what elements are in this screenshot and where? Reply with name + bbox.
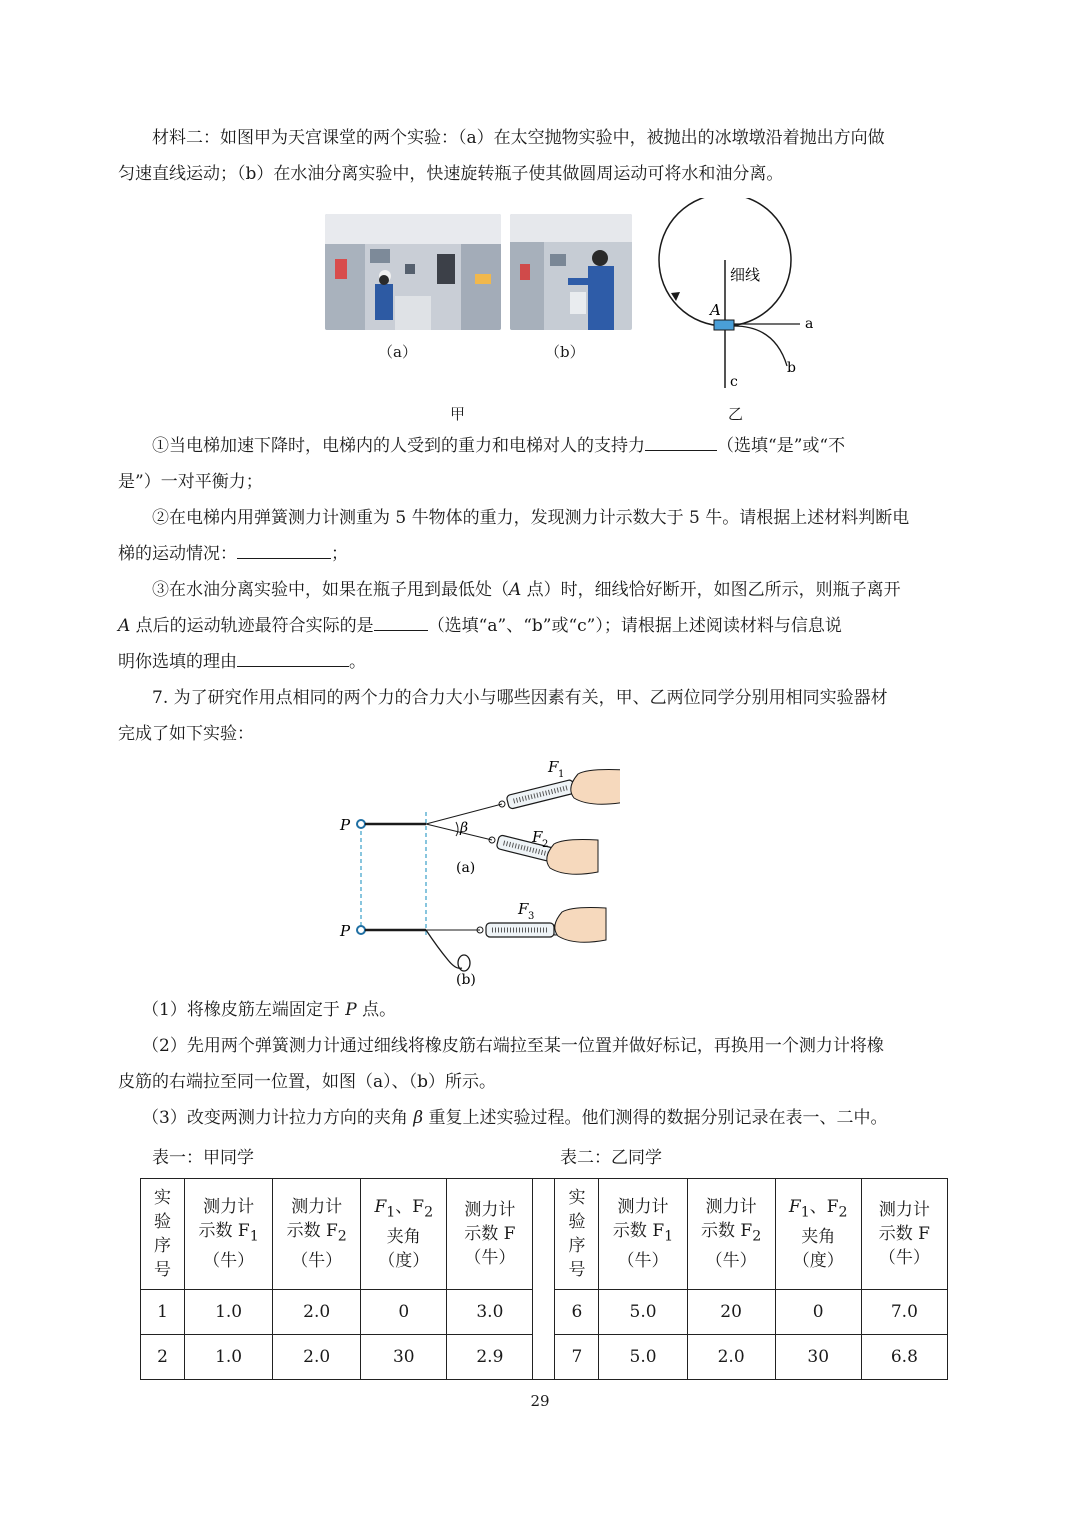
path-b-label: b: [787, 360, 796, 376]
table-1-caption: 表一：甲同学: [152, 1148, 254, 1168]
figure-jia-label: 甲: [450, 405, 466, 423]
data-table: [140, 1178, 948, 1380]
header-serial-2: 实 验 序 号: [555, 1179, 599, 1290]
t1-cell: 3.0: [447, 1290, 533, 1335]
q2-answer-blank[interactable]: [237, 540, 331, 559]
q2-text-b: ；: [331, 544, 348, 564]
q3-point-a: A: [509, 580, 522, 600]
caption-b: (b): [456, 972, 476, 988]
question-3-line-2: [118, 608, 968, 644]
t2-cell: 7: [555, 1335, 599, 1380]
q3-text-d: （选填“a”、“b”或“c”）；请根据上述阅读材料与信息说: [427, 616, 842, 636]
header-f2-1: 测力计 示数 $F_2$ （牛）: [273, 1179, 361, 1290]
question-7-line-1: 7. 为了研究作用点相同的两个力的合力大小与哪些因素有关，甲、乙两位同学分别用相同实验器材: [152, 688, 888, 708]
t2-cell: 0: [775, 1290, 861, 1335]
t1-cell: 2.0: [273, 1290, 361, 1335]
page-number: 29: [530, 1392, 550, 1410]
q3-text-a: ③在水油分离实验中，如果在瓶子甩到最低处（: [152, 580, 509, 600]
q3-text-b: 点）时，细线恰好断开，如图乙所示，则瓶子离开: [521, 580, 901, 600]
figure-jia-caption-b: （b）: [545, 343, 585, 361]
label-beta: β: [460, 820, 469, 836]
t1-cell: 1.0: [185, 1335, 273, 1380]
q3-text-c: 点后的运动轨迹最符合实际的是: [130, 616, 374, 636]
spring-scale-f3: [477, 923, 560, 937]
step-2-line-1: （2）先用两个弹簧测力计通过细线将橡皮筋右端拉至某一位置并做好标记，再换用一个测力计将橡: [142, 1036, 884, 1056]
label-f2: F: [532, 828, 543, 846]
point-a-label: A: [710, 301, 721, 319]
experiment-diagram: [330, 752, 620, 992]
label-p-top: P: [340, 816, 351, 834]
step-1-point-p: P: [345, 1000, 357, 1020]
q3-answer-blank[interactable]: [374, 612, 428, 631]
question-7-line-2: 完成了如下实验：: [118, 724, 254, 744]
angle-arc: [456, 822, 458, 836]
header-f-2: 测力计 示数 F （牛）: [861, 1179, 947, 1290]
t2-cell: 6.8: [861, 1335, 947, 1380]
circular-motion-diagram: [650, 198, 820, 398]
step-1: [118, 992, 968, 1028]
table-header-row: [141, 1179, 948, 1290]
figure-yi-label: 乙: [728, 405, 744, 423]
q2-text-a: 梯的运动情况：: [118, 544, 237, 564]
hand-f3-icon: [555, 908, 606, 943]
questions-block: [118, 428, 968, 752]
q3-text-f: 。: [349, 652, 366, 672]
step-3-beta: β: [413, 1108, 424, 1128]
step-3: [118, 1100, 968, 1136]
header-f2-2: 测力计 示数 $F_2$ （牛）: [687, 1179, 775, 1290]
thread-label: 细线: [730, 266, 761, 284]
label-f3-sub: 3: [528, 911, 535, 922]
t1-cell: 0: [361, 1290, 447, 1335]
q3-text-e: 明你选填的理由: [118, 652, 237, 672]
t2-cell: 5.0: [599, 1290, 687, 1335]
header-f1-1: 测力计 示数 $F_1$ （牛）: [185, 1179, 273, 1290]
q3-point-a-2: A: [118, 616, 131, 636]
photo-water-oil-experiment: [510, 214, 632, 330]
question-3-line-1: [118, 572, 968, 608]
q3-reason-blank[interactable]: [237, 648, 349, 667]
t1-cell: 1: [141, 1290, 185, 1335]
q1-answer-blank[interactable]: [645, 432, 717, 451]
thread-f2: [426, 824, 492, 840]
t1-cell: 2: [141, 1335, 185, 1380]
path-b-curve: [734, 326, 787, 366]
photo-space-throw-experiment: [325, 214, 501, 330]
material-line-2: 匀速直线运动；（b）在水油分离实验中，快速旋转瓶子使其做圆周运动可将水和油分离。: [118, 164, 784, 184]
caption-a: (a): [456, 860, 476, 876]
q1-text-b: （选填“是”或“不: [717, 436, 846, 456]
t2-cell: 30: [775, 1335, 861, 1380]
t2-cell: 7.0: [861, 1290, 947, 1335]
table-2-caption: 表二：乙同学: [560, 1148, 662, 1168]
bottle-block: [714, 320, 734, 330]
step-3-text-b: 重复上述实验过程。他们测得的数据分别记录在表一、二中。: [423, 1108, 888, 1128]
label-f1: F: [548, 758, 559, 776]
question-2-line-2: [118, 536, 968, 572]
step-3-text-a: （3）改变两测力计拉力方向的夹角: [142, 1108, 414, 1128]
t2-cell: 20: [687, 1290, 775, 1335]
figure-jia-caption-a: （a）: [378, 343, 417, 361]
hand-f2-icon: [547, 840, 598, 875]
question-2-line-1: ②在电梯内用弹簧测力计测重为 5 牛物体的重力，发现测力计示数大于 5 牛。请根据上述材料判断电: [152, 508, 910, 528]
label-p-bottom: P: [340, 922, 351, 940]
fixed-point-p-top: [357, 820, 365, 828]
step-1-text-b: 点。: [356, 1000, 397, 1020]
label-f2-sub: 2: [542, 839, 549, 850]
t1-cell: 1.0: [185, 1290, 273, 1335]
label-f3: F: [518, 900, 529, 918]
header-f-1: 测力计 示数 F （牛）: [447, 1179, 533, 1290]
material-line-1: 材料二：如图甲为天宫课堂的两个实验：（a）在太空抛物实验中，被抛出的冰墩墩沿着抛出方向做: [152, 128, 885, 148]
steps-block: [118, 992, 968, 1136]
t1-cell: 2.0: [273, 1335, 361, 1380]
header-angle-2: $F_1$、$F_2$ 夹角 （度）: [775, 1179, 861, 1290]
table-divider: [533, 1179, 555, 1380]
hand-f1-icon: [571, 770, 620, 805]
path-a-label: a: [805, 316, 814, 332]
header-f1-2: 测力计 示数 $F_1$ （牛）: [599, 1179, 687, 1290]
material-paragraph: [118, 120, 968, 192]
question-3-line-3: [118, 644, 968, 680]
t1-cell: 30: [361, 1335, 447, 1380]
path-c-label: c: [730, 374, 738, 390]
q1-text-a: ①当电梯加速下降时，电梯内的人受到的重力和电梯对人的支持力: [152, 436, 645, 456]
t1-cell: 2.9: [447, 1335, 533, 1380]
t2-cell: 2.0: [687, 1335, 775, 1380]
q1-text-c: 是”）一对平衡力；: [118, 472, 263, 492]
thread-loop: [458, 955, 470, 971]
step-2-line-2: 皮筋的右端拉至同一位置，如图（a）、（b）所示。: [118, 1072, 497, 1092]
spring-scale-f1: [497, 778, 581, 812]
question-1: [118, 428, 968, 464]
header-serial-1: 实 验 序 号: [141, 1179, 185, 1290]
loose-thread: [426, 930, 462, 968]
step-1-text-a: （1）将橡皮筋左端固定于: [142, 1000, 346, 1020]
label-f1-sub: 1: [558, 769, 565, 780]
header-angle-1: $F_1$、$F_2$ 夹角 （度）: [361, 1179, 447, 1290]
fixed-point-p-bottom: [357, 926, 365, 934]
t2-cell: 6: [555, 1290, 599, 1335]
t2-cell: 5.0: [599, 1335, 687, 1380]
